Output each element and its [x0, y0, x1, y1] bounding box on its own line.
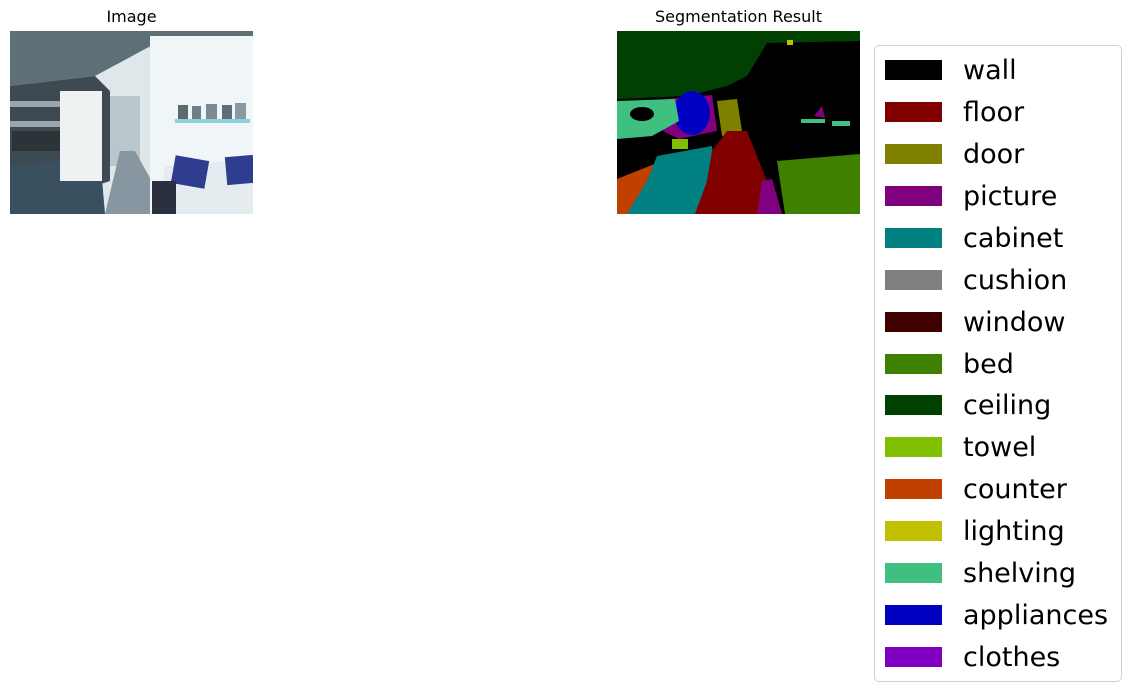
legend-label-door: door — [963, 138, 1025, 170]
legend-swatch-cabinet — [885, 228, 942, 248]
segmentation-map — [617, 31, 860, 214]
legend-item-cushion — [885, 259, 1067, 301]
legend-label-towel: towel — [963, 431, 1037, 463]
legend-item-wall — [885, 49, 1017, 91]
legend-label-shelving: shelving — [963, 557, 1077, 589]
legend-label-bed: bed — [963, 348, 1014, 380]
legend-label-cabinet: cabinet — [963, 222, 1064, 254]
legend-item-counter — [885, 468, 1067, 510]
legend-swatch-picture — [885, 186, 942, 206]
legend-swatch-lighting — [885, 521, 942, 541]
legend-label-lighting: lighting — [963, 515, 1065, 547]
legend-item-door — [885, 133, 1024, 175]
legend-swatch-towel — [885, 437, 942, 457]
legend-swatch-floor — [885, 102, 942, 122]
legend-item-window — [885, 301, 1065, 343]
legend-item-towel — [885, 426, 1036, 468]
segmentation-panel-title: Segmentation Result — [655, 7, 822, 26]
room-photo — [10, 31, 253, 214]
legend-item-floor — [885, 91, 1024, 133]
legend-swatch-appliances — [885, 605, 942, 625]
legend-swatch-counter — [885, 479, 942, 499]
legend-label-floor: floor — [963, 96, 1025, 128]
legend-item-ceiling — [885, 384, 1051, 426]
legend-item-shelving — [885, 552, 1076, 594]
image-panel-title: Image — [106, 7, 157, 26]
legend-label-picture: picture — [963, 180, 1058, 212]
legend-swatch-ceiling — [885, 395, 942, 415]
legend-swatch-shelving — [885, 563, 942, 583]
legend-swatch-cushion — [885, 270, 942, 290]
legend-swatch-door — [885, 144, 942, 164]
legend-swatch-window — [885, 312, 942, 332]
legend-swatch-clothes — [885, 647, 942, 667]
legend-item-appliances — [885, 594, 1108, 636]
legend-swatch-wall — [885, 60, 942, 80]
legend-item-lighting — [885, 510, 1065, 552]
legend-label-window: window — [963, 306, 1066, 338]
legend-label-appliances: appliances — [963, 599, 1109, 631]
legend-label-cushion: cushion — [963, 264, 1068, 296]
legend-item-cabinet — [885, 217, 1063, 259]
legend-item-clothes — [885, 636, 1060, 678]
legend — [874, 45, 1122, 682]
legend-item-picture — [885, 175, 1057, 217]
legend-label-clothes: clothes — [963, 641, 1061, 673]
legend-label-wall: wall — [963, 54, 1017, 86]
legend-label-counter: counter — [963, 473, 1067, 505]
legend-label-ceiling: ceiling — [963, 389, 1052, 421]
legend-item-bed — [885, 343, 1014, 385]
legend-swatch-bed — [885, 354, 942, 374]
